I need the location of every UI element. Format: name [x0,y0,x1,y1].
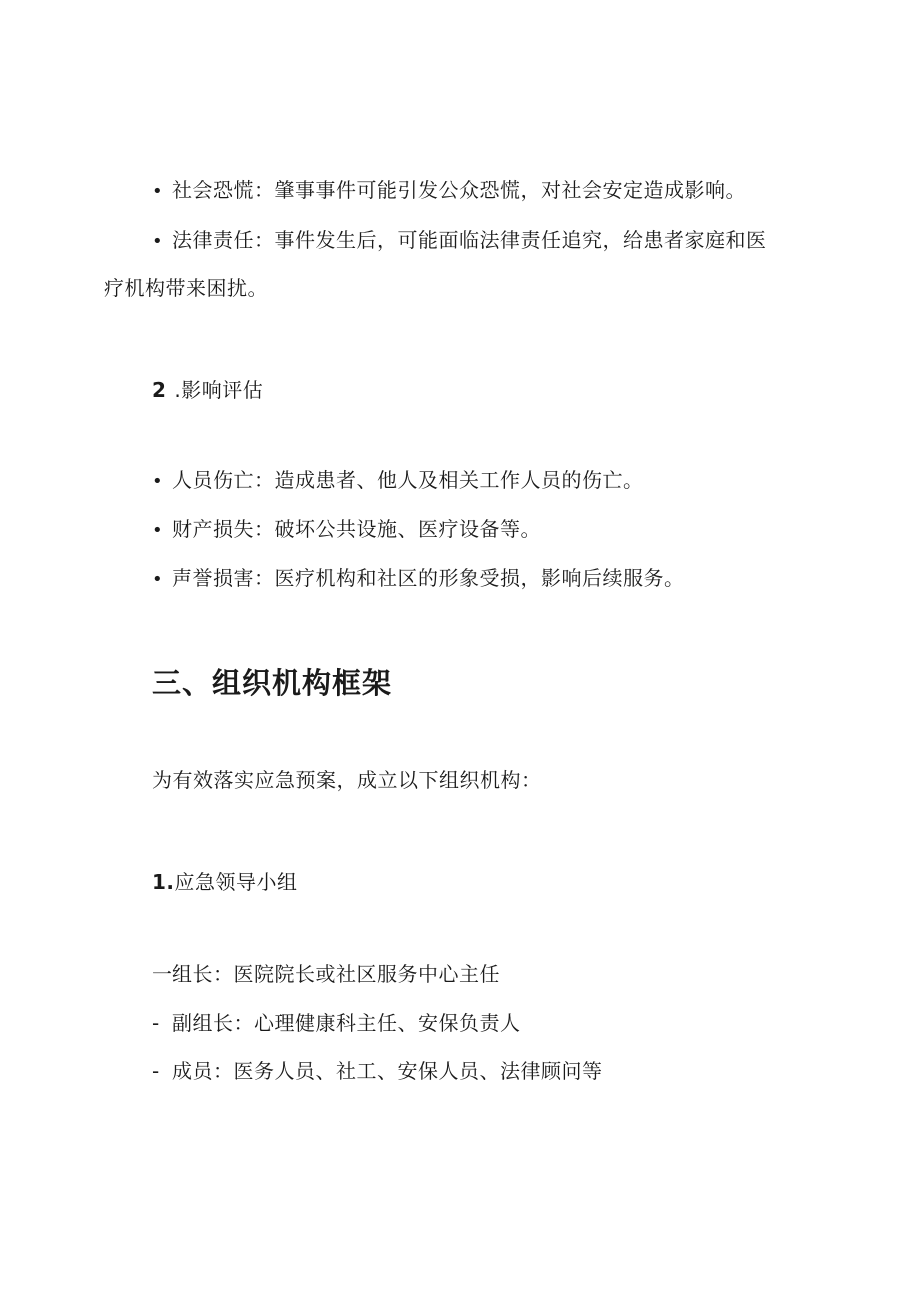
group-heading-leadership [152,868,298,896]
member-text: 成员：医务人员、社工、安保人员、法律顾问等 [172,1059,603,1083]
bullet-item-property-loss [152,515,541,545]
group-heading-number: 1. [152,870,175,894]
subheading-impact-assessment [152,376,263,404]
bullet-marker: • [152,569,164,590]
bullet-text: 声誉损害：医疗机构和社区的形象受损，影响后续服务。 [172,566,685,590]
subheading-number: 2 [152,378,167,402]
bullet-marker: • [152,231,164,252]
bullet-item-social-panic [152,176,746,206]
bullet-text: 法律责任：事件发生后，可能面临法律责任追究，给患者家庭和医 [172,228,767,252]
member-marker: 一 [152,962,170,986]
member-marker: - [152,1011,160,1035]
bullet-text-continuation: 疗机构带来困扰。 [104,276,268,300]
group-heading-title: 应急领导小组 [174,870,298,894]
section-intro: 为有效落实应急预案，成立以下组织机构： [152,768,542,792]
bullet-marker: • [152,181,164,202]
bullet-text: 财产损失：破坏公共设施、医疗设备等。 [172,517,541,541]
bullet-item-reputation-damage [152,564,685,594]
bullet-item-legal-liability [152,226,767,256]
bullet-text: 社会恐慌：肇事事件可能引发公众恐慌，对社会安定造成影响。 [172,178,746,202]
bullet-marker: • [152,520,164,541]
subheading-title: .影响评估 [174,378,264,402]
member-item-leader [152,960,500,988]
bullet-marker: • [152,471,164,492]
member-item-deputy [152,1009,521,1037]
bullet-text: 人员伤亡：造成患者、他人及相关工作人员的伤亡。 [172,468,644,492]
member-text: 组长：医院院长或社区服务中心主任 [172,962,500,986]
member-item-members [152,1057,603,1085]
member-marker: - [152,1059,160,1083]
member-text: 副组长：心理健康科主任、安保负责人 [172,1011,521,1035]
bullet-item-casualties [152,466,644,496]
section-title-organization: 三、组织机构框架 [152,666,393,700]
